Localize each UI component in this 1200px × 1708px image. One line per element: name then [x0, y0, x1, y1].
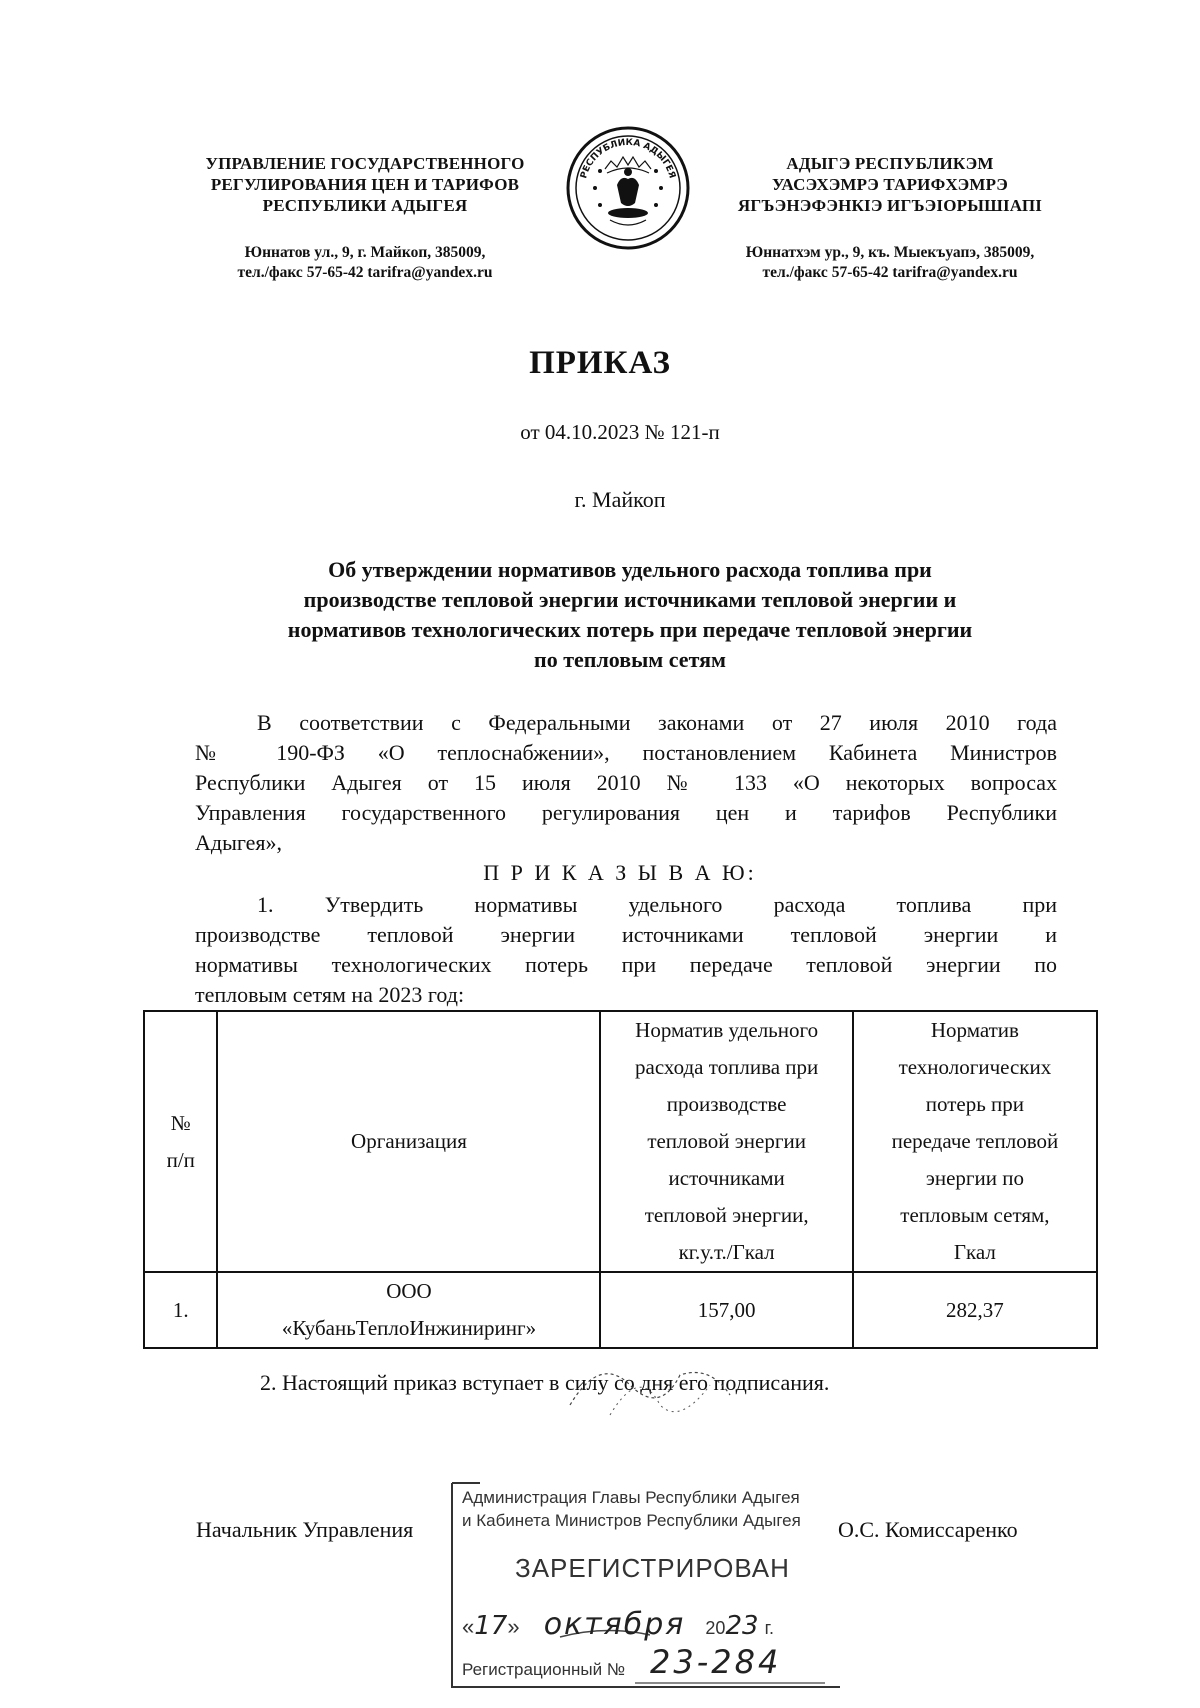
stamp-reg-label: Регистрационный № — [462, 1660, 626, 1679]
header-line: Норматив — [930, 1018, 1019, 1042]
stamp-line-1: Администрация Главы Республики Адыгея — [462, 1488, 800, 1507]
row-number: 1. — [144, 1272, 217, 1348]
preamble-line: № 190-ФЗ «О теплоснабжении», постановлением Кабинета Министров — [195, 740, 1057, 765]
preamble-line: Управления государственного регулирования цен и тарифов Республики — [195, 800, 1057, 825]
item-1-paragraph — [195, 890, 1057, 1010]
subject-line: Об утверждении нормативов удельного расхода топлива при — [328, 557, 932, 582]
agency-name-adyghe — [695, 153, 1085, 216]
subject-line: по тепловым сетям — [534, 647, 726, 672]
item-1-line: тепловым сетям на 2023 год: — [195, 982, 465, 1007]
signature-scrawl — [560, 1345, 750, 1425]
emblem-text: РЕСПУБЛИКА АДЫГЕЯ — [579, 137, 677, 180]
header-line: передаче тепловой — [891, 1129, 1059, 1153]
agency-name-russian — [170, 153, 560, 216]
item-1-line: производстве тепловой энергии источниками тепловой энергии и — [195, 922, 1057, 947]
document-title: ПРИКАЗ — [529, 345, 671, 381]
signatory-position: Начальник Управления — [196, 1517, 414, 1542]
signatory-name: О.С. Комиссаренко — [838, 1517, 1018, 1542]
subject-line: производстве тепловой энергии источниками тепловой энергии и — [303, 587, 957, 612]
preamble-line: В соответствии с Федеральными законами от 27 июля 2010 года — [257, 710, 1057, 735]
table-header-row — [144, 1011, 1097, 1272]
document-subject — [200, 555, 1060, 675]
item-2-paragraph: 2. Настоящий приказ вступает в силу со дня его подписания. — [260, 1370, 830, 1395]
header-line: тепловой энергии, — [644, 1203, 809, 1227]
header-line: расхода топлива при — [635, 1055, 819, 1079]
header-organization — [217, 1011, 600, 1272]
registration-stamp — [440, 1455, 860, 1700]
agency-address-russian — [170, 243, 560, 283]
item-1-line: нормативы технологических потерь при передаче тепловой энергии по — [195, 952, 1057, 977]
header-line: тепловой энергии — [647, 1129, 806, 1153]
header-line: тепловым сетям, — [900, 1203, 1050, 1227]
header-fuel-rate — [600, 1011, 852, 1272]
address-line: Юннатов ул., 9, г. Майкоп, 385009, — [244, 244, 486, 261]
stamp-year-prefix: 20 — [705, 1618, 726, 1638]
header-line: технологических — [898, 1055, 1052, 1079]
row-losses: 282,37 — [853, 1272, 1097, 1348]
adygea-coat-of-arms-icon — [565, 125, 691, 251]
header-number — [144, 1011, 217, 1272]
org-line: ООО — [386, 1279, 432, 1303]
header-line: кг.у.т./Гкал — [678, 1240, 775, 1264]
preamble-line: Республики Адыгея от 15 июля 2010 № 133 «О некоторых вопросах — [195, 770, 1057, 795]
header-line: производстве — [666, 1092, 787, 1116]
stamp-year-mark: г. — [764, 1618, 775, 1638]
order-word: П Р И К А З Ы В А Ю: — [483, 860, 757, 885]
stamp-month: октября — [543, 1607, 686, 1642]
address-line: тел./факс 57-65-42 tarifra@yandex.ru — [237, 264, 493, 281]
preamble-paragraph — [195, 708, 1057, 858]
document-date-number: от 04.10.2023 № 121-п — [520, 420, 720, 444]
subject-line: нормативов технологических потерь при передаче тепловой энергии — [287, 617, 973, 642]
stamp-registered: ЗАРЕГИСТРИРОВАН — [515, 1553, 790, 1583]
header-losses — [853, 1011, 1097, 1272]
header-line: источниками — [668, 1166, 785, 1190]
header-line: № — [170, 1110, 191, 1135]
stamp-date: «17» октября 2023 г. — [462, 1607, 775, 1642]
stamp-line-2: и Кабинета Министров Республики Адыгея — [462, 1511, 801, 1530]
norms-table — [143, 1010, 1098, 1349]
agency-address-adyghe — [695, 243, 1085, 283]
header-line: Организация — [351, 1129, 467, 1153]
document-city: г. Майкоп — [574, 487, 666, 512]
item-1-line: 1. Утвердить нормативы удельного расхода топлива при — [257, 892, 1057, 917]
header-line: Норматив удельного — [635, 1018, 819, 1042]
stamp-reg-number: 23-284 — [650, 1643, 782, 1681]
agency-name-line: УПРАВЛЕНИЕ ГОСУДАРСТВЕННОГО — [205, 154, 525, 173]
header-line: потерь при — [925, 1092, 1025, 1116]
agency-name-line: УАСЭХЭМРЭ ТАРИФХЭМРЭ — [772, 175, 1008, 194]
agency-name-line: ЯГЪЭНЭФЭНКIЭ ИГЪЭIОРЫШIАПI — [737, 196, 1043, 215]
agency-name-line: АДЫГЭ РЕСПУБЛИКЭМ — [786, 154, 994, 173]
table-row — [144, 1272, 1097, 1348]
agency-name-line: РЕСПУБЛИКИ АДЫГЕЯ — [262, 196, 468, 215]
header-line: Гкал — [953, 1240, 996, 1264]
stamp-day: 17 — [474, 1611, 508, 1641]
address-line: тел./факс 57-65-42 tarifra@yandex.ru — [762, 264, 1018, 281]
header-line: энергии по — [925, 1166, 1024, 1190]
header-line: п/п — [166, 1147, 195, 1172]
preamble-line: Адыгея», — [195, 830, 282, 855]
agency-name-line: РЕГУЛИРОВАНИЯ ЦЕН И ТАРИФОВ — [210, 175, 520, 194]
org-line: «КубаньТеплоИнжиниринг» — [281, 1316, 537, 1340]
address-line: Юннатхэм ур., 9, къ. Мыекъуапэ, 385009, — [745, 244, 1035, 261]
row-organization — [217, 1272, 600, 1348]
stamp-year-suffix: 23 — [725, 1611, 759, 1641]
row-fuel-rate: 157,00 — [600, 1272, 852, 1348]
